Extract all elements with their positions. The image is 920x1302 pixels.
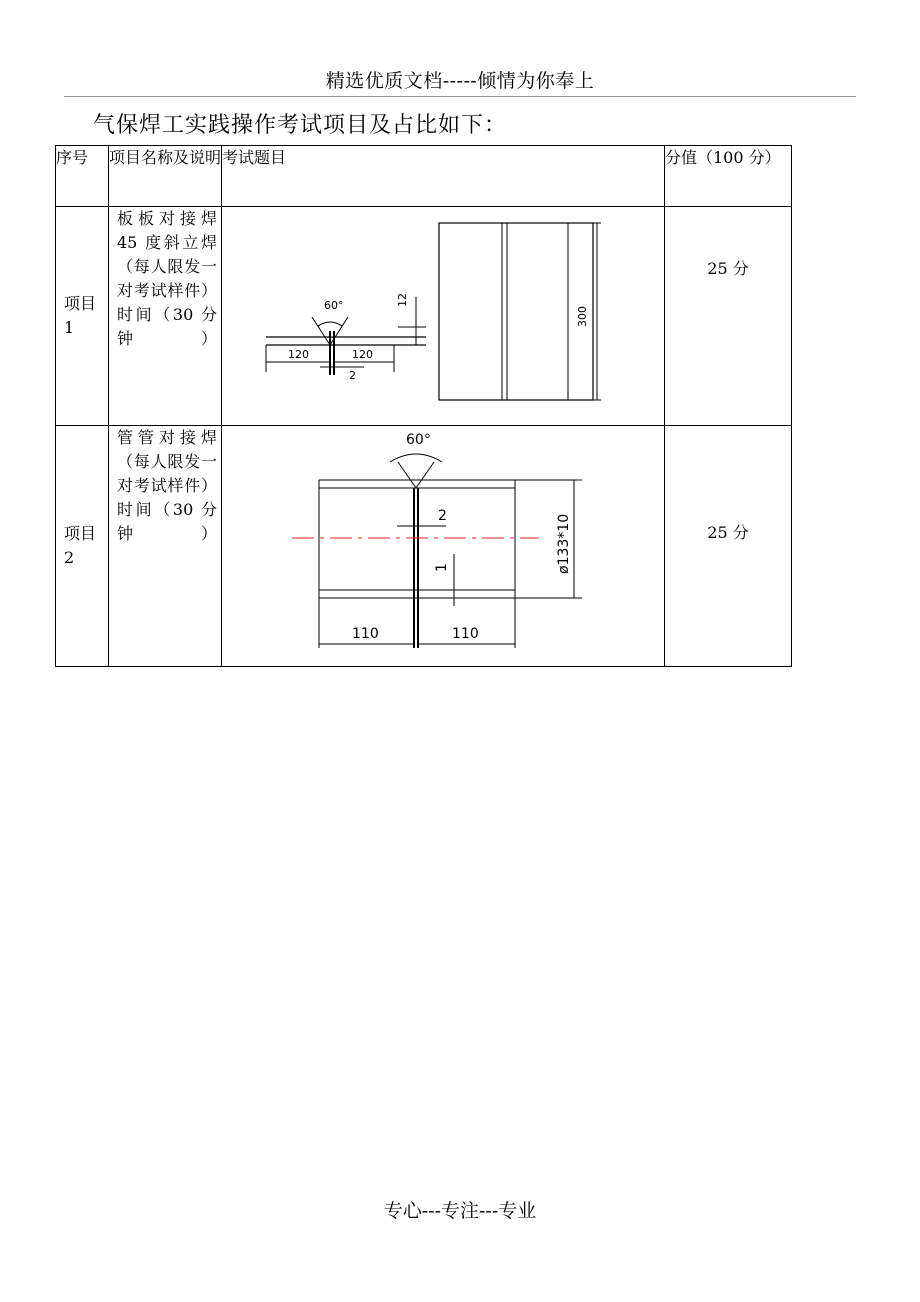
left-length-label: 110 [352, 626, 379, 642]
row-description: 管管对接焊（每人限发一对考试样件）时间（30 分钟） [109, 426, 222, 667]
column-header-score: 分值（100 分） [665, 146, 792, 207]
document-heading: 气保焊工实践操作考试项目及占比如下： [93, 113, 508, 138]
row-seq: 项目 1 [56, 207, 109, 426]
diameter-label: ø133*10 [556, 513, 572, 574]
angle-label: 60° [324, 299, 344, 312]
pipe-angle-label: 60° [406, 432, 431, 448]
row-score: 25 分 [665, 207, 792, 426]
pipe-weld-diagram [222, 426, 665, 666]
plate-weld-drawing [222, 207, 665, 426]
right-length-label: 110 [452, 626, 479, 642]
table-header-row [56, 146, 792, 207]
column-header-question: 考试题目 [222, 146, 665, 207]
page-header: 精选优质文档-----倾情为你奉上 [325, 70, 595, 92]
column-header-seq: 序号 [56, 146, 109, 207]
column-header-project: 项目名称及说明 [109, 146, 222, 207]
row-seq: 项目 2 [56, 426, 109, 667]
pipe-weld-drawing [222, 426, 665, 667]
plate-weld-diagram [222, 207, 665, 425]
gap-label: 2 [349, 369, 356, 382]
row-description: 板板对接焊45 度斜立焊（每人限发一对考试样件）时间（30 分钟） [109, 207, 222, 426]
row-score: 25 分 [665, 426, 792, 667]
right-width-label: 120 [352, 348, 373, 361]
thickness-label: 12 [396, 293, 409, 307]
left-width-label: 120 [288, 348, 309, 361]
table-row [56, 426, 792, 667]
exam-table [55, 145, 792, 667]
height-label: 300 [576, 306, 589, 327]
root-face-label: 1 [434, 563, 450, 572]
page-footer: 专心---专注---专业 [383, 1200, 537, 1222]
header-divider [64, 96, 856, 97]
table-row [56, 207, 792, 426]
pipe-gap-label: 2 [438, 508, 447, 524]
